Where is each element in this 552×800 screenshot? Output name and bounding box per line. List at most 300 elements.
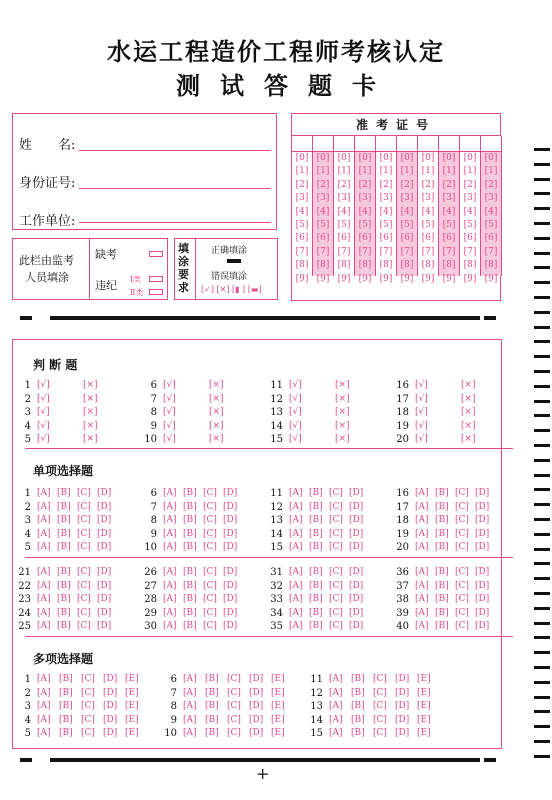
answer-bubble[interactable]: [C]: [373, 687, 387, 698]
answer-bubble[interactable]: [√]: [37, 434, 50, 444]
exam-digit-bubble[interactable]: [6]: [295, 233, 309, 244]
exam-digit-bubble[interactable]: [3]: [400, 193, 414, 204]
exam-digit-bubble[interactable]: [7]: [400, 246, 414, 257]
answer-bubble[interactable]: [√]: [37, 407, 50, 417]
answer-bubble[interactable]: [E]: [271, 687, 285, 698]
answer-bubble[interactable]: [B]: [309, 594, 323, 604]
exam-digit-bubble[interactable]: [1]: [379, 166, 393, 177]
answer-bubble[interactable]: [A]: [37, 714, 51, 725]
exam-digit-bubble[interactable]: [3]: [463, 193, 477, 204]
exam-digit-bubble[interactable]: [3]: [484, 193, 498, 204]
answer-bubble[interactable]: [B]: [351, 674, 365, 684]
exam-digit-bubble[interactable]: [3]: [337, 193, 351, 204]
exam-digit-bubble[interactable]: [6]: [400, 233, 414, 244]
answer-bubble[interactable]: [D]: [349, 621, 364, 631]
answer-bubble[interactable]: [A]: [289, 501, 303, 512]
answer-bubble[interactable]: [A]: [163, 501, 177, 512]
exam-digit-bubble[interactable]: [4]: [295, 206, 309, 217]
answer-bubble[interactable]: [√]: [163, 434, 176, 444]
exam-digit-bubble[interactable]: [2]: [400, 179, 414, 190]
answer-bubble[interactable]: [A]: [163, 580, 177, 591]
exam-digit-bubble[interactable]: [9]: [316, 273, 330, 284]
answer-bubble[interactable]: [B]: [435, 621, 449, 631]
exam-digit-bubble[interactable]: [8]: [295, 260, 309, 271]
answer-bubble[interactable]: [E]: [125, 728, 139, 738]
exam-digit-bubble[interactable]: [5]: [484, 219, 498, 230]
answer-bubble[interactable]: [B]: [351, 728, 365, 738]
answer-bubble[interactable]: [D]: [223, 621, 238, 631]
exam-digit-write-box[interactable]: [397, 136, 417, 152]
exam-digit-bubble[interactable]: [9]: [484, 273, 498, 284]
answer-bubble[interactable]: [×]: [209, 434, 224, 444]
answer-bubble[interactable]: [√]: [37, 380, 50, 390]
answer-bubble[interactable]: [C]: [203, 567, 217, 577]
exam-digit-bubble[interactable]: [4]: [379, 206, 393, 217]
answer-bubble[interactable]: [A]: [329, 714, 343, 725]
exam-digit-bubble[interactable]: [4]: [442, 206, 456, 217]
answer-bubble[interactable]: [C]: [329, 488, 343, 498]
answer-bubble[interactable]: [A]: [37, 515, 51, 525]
exam-digit-write-box[interactable]: [334, 136, 354, 152]
answer-bubble[interactable]: [B]: [205, 701, 219, 711]
answer-bubble[interactable]: [D]: [349, 567, 364, 577]
answer-bubble[interactable]: [A]: [415, 528, 429, 539]
answer-bubble[interactable]: [B]: [309, 515, 323, 525]
answer-bubble[interactable]: [D]: [97, 542, 112, 552]
exam-digit-write-box[interactable]: [460, 136, 480, 152]
answer-bubble[interactable]: [D]: [97, 621, 112, 631]
answer-bubble[interactable]: [×]: [209, 407, 224, 417]
answer-bubble[interactable]: [B]: [351, 687, 365, 698]
answer-bubble[interactable]: [C]: [329, 621, 343, 631]
answer-bubble[interactable]: [D]: [249, 714, 264, 725]
answer-bubble[interactable]: [×]: [209, 420, 224, 431]
answer-bubble[interactable]: [B]: [59, 674, 73, 684]
exam-digit-bubble[interactable]: [2]: [463, 179, 477, 190]
answer-bubble[interactable]: [×]: [335, 407, 350, 417]
answer-bubble[interactable]: [B]: [205, 674, 219, 684]
answer-bubble[interactable]: [A]: [415, 542, 429, 552]
exam-digit-bubble[interactable]: [2]: [295, 179, 309, 190]
exam-digit-bubble[interactable]: [7]: [295, 246, 309, 257]
exam-digit-bubble[interactable]: [0]: [400, 153, 414, 163]
exam-digit-bubble[interactable]: [8]: [316, 260, 330, 271]
answer-bubble[interactable]: [A]: [183, 687, 197, 698]
answer-bubble[interactable]: [A]: [163, 621, 177, 631]
exam-digit-bubble[interactable]: [5]: [295, 219, 309, 230]
answer-bubble[interactable]: [B]: [205, 714, 219, 725]
exam-digit-bubble[interactable]: [3]: [295, 193, 309, 204]
answer-bubble[interactable]: [B]: [435, 515, 449, 525]
exam-digit-bubble[interactable]: [6]: [379, 233, 393, 244]
exam-digit-bubble[interactable]: [4]: [463, 206, 477, 217]
answer-bubble[interactable]: [B]: [183, 488, 197, 498]
answer-bubble[interactable]: [B]: [183, 501, 197, 512]
answer-bubble[interactable]: [√]: [289, 420, 302, 431]
answer-bubble[interactable]: [D]: [103, 674, 118, 684]
answer-bubble[interactable]: [×]: [83, 434, 98, 444]
answer-bubble[interactable]: [B]: [57, 542, 71, 552]
exam-digit-bubble[interactable]: [2]: [358, 179, 372, 190]
exam-digit-write-box[interactable]: [355, 136, 375, 152]
answer-bubble[interactable]: [D]: [395, 701, 410, 711]
answer-bubble[interactable]: [B]: [435, 580, 449, 591]
answer-bubble[interactable]: [×]: [83, 420, 98, 431]
answer-bubble[interactable]: [C]: [227, 714, 241, 725]
exam-digit-bubble[interactable]: [5]: [358, 219, 372, 230]
answer-bubble[interactable]: [D]: [475, 501, 490, 512]
answer-bubble[interactable]: [B]: [59, 687, 73, 698]
answer-bubble[interactable]: [A]: [163, 594, 177, 604]
answer-bubble[interactable]: [A]: [163, 567, 177, 577]
answer-bubble[interactable]: [√]: [415, 380, 428, 390]
answer-bubble[interactable]: [A]: [329, 674, 343, 684]
exam-digit-bubble[interactable]: [1]: [316, 166, 330, 177]
answer-bubble[interactable]: [C]: [81, 728, 95, 738]
answer-bubble[interactable]: [×]: [461, 407, 476, 417]
exam-digit-write-box[interactable]: [313, 136, 333, 152]
answer-bubble[interactable]: [A]: [37, 674, 51, 684]
answer-bubble[interactable]: [D]: [103, 687, 118, 698]
answer-bubble[interactable]: [D]: [475, 515, 490, 525]
answer-bubble[interactable]: [D]: [97, 501, 112, 512]
exam-digit-bubble[interactable]: [1]: [358, 166, 372, 177]
answer-bubble[interactable]: [A]: [183, 714, 197, 725]
answer-bubble[interactable]: [D]: [475, 607, 490, 618]
exam-digit-bubble[interactable]: [6]: [316, 233, 330, 244]
exam-digit-bubble[interactable]: [4]: [358, 206, 372, 217]
answer-bubble[interactable]: [D]: [475, 621, 490, 631]
answer-bubble[interactable]: [A]: [289, 607, 303, 618]
answer-bubble[interactable]: [D]: [223, 501, 238, 512]
exam-digit-bubble[interactable]: [5]: [379, 219, 393, 230]
answer-bubble[interactable]: [A]: [183, 728, 197, 738]
exam-digit-bubble[interactable]: [8]: [337, 260, 351, 271]
answer-bubble[interactable]: [B]: [309, 528, 323, 539]
answer-bubble[interactable]: [C]: [329, 594, 343, 604]
answer-bubble[interactable]: [C]: [373, 728, 387, 738]
exam-digit-bubble[interactable]: [0]: [337, 153, 351, 163]
answer-bubble[interactable]: [A]: [289, 515, 303, 525]
answer-bubble[interactable]: [C]: [373, 674, 387, 684]
answer-bubble[interactable]: [C]: [77, 594, 91, 604]
answer-bubble[interactable]: [C]: [329, 501, 343, 512]
answer-bubble[interactable]: [C]: [455, 515, 469, 525]
answer-bubble[interactable]: [A]: [329, 701, 343, 711]
exam-digit-bubble[interactable]: [3]: [316, 193, 330, 204]
answer-bubble[interactable]: [C]: [227, 728, 241, 738]
answer-bubble[interactable]: [D]: [475, 580, 490, 591]
answer-bubble[interactable]: [C]: [77, 515, 91, 525]
answer-bubble[interactable]: [×]: [83, 407, 98, 417]
answer-bubble[interactable]: [B]: [57, 594, 71, 604]
answer-bubble[interactable]: [C]: [203, 621, 217, 631]
answer-bubble[interactable]: [B]: [351, 714, 365, 725]
answer-bubble[interactable]: [A]: [183, 701, 197, 711]
exam-digit-bubble[interactable]: [8]: [379, 260, 393, 271]
answer-bubble[interactable]: [C]: [227, 701, 241, 711]
answer-bubble[interactable]: [D]: [97, 580, 112, 591]
exam-digit-bubble[interactable]: [6]: [442, 233, 456, 244]
exam-digit-write-box[interactable]: [439, 136, 459, 152]
answer-bubble[interactable]: [√]: [415, 420, 428, 431]
answer-bubble[interactable]: [B]: [351, 701, 365, 711]
exam-digit-bubble[interactable]: [7]: [337, 246, 351, 257]
answer-bubble[interactable]: [C]: [77, 621, 91, 631]
exam-digit-bubble[interactable]: [8]: [421, 260, 435, 271]
answer-bubble[interactable]: [D]: [97, 488, 112, 498]
answer-bubble[interactable]: [D]: [103, 728, 118, 738]
answer-bubble[interactable]: [A]: [37, 728, 51, 738]
answer-bubble[interactable]: [A]: [37, 701, 51, 711]
exam-digit-write-box[interactable]: [292, 136, 312, 152]
exam-digit-bubble[interactable]: [7]: [463, 246, 477, 257]
answer-bubble[interactable]: [A]: [289, 621, 303, 631]
exam-digit-bubble[interactable]: [9]: [337, 273, 351, 284]
answer-bubble[interactable]: [D]: [223, 567, 238, 577]
answer-bubble[interactable]: [E]: [125, 687, 139, 698]
exam-digit-bubble[interactable]: [0]: [379, 153, 393, 163]
answer-bubble[interactable]: [C]: [455, 607, 469, 618]
exam-digit-bubble[interactable]: [2]: [442, 179, 456, 190]
answer-bubble[interactable]: [√]: [163, 380, 176, 390]
answer-bubble[interactable]: [√]: [163, 407, 176, 417]
answer-bubble[interactable]: [C]: [455, 542, 469, 552]
exam-digit-bubble[interactable]: [2]: [421, 179, 435, 190]
answer-bubble[interactable]: [C]: [203, 528, 217, 539]
exam-digit-bubble[interactable]: [8]: [463, 260, 477, 271]
answer-bubble[interactable]: [E]: [417, 687, 431, 698]
answer-bubble[interactable]: [D]: [349, 488, 364, 498]
answer-bubble[interactable]: [B]: [435, 567, 449, 577]
exam-digit-bubble[interactable]: [2]: [379, 179, 393, 190]
answer-bubble[interactable]: [D]: [349, 580, 364, 591]
answer-bubble[interactable]: [B]: [59, 728, 73, 738]
exam-digit-bubble[interactable]: [0]: [295, 153, 309, 163]
exam-digit-bubble[interactable]: [6]: [421, 233, 435, 244]
answer-bubble[interactable]: [A]: [329, 728, 343, 738]
answer-bubble[interactable]: [A]: [37, 528, 51, 539]
exam-digit-bubble[interactable]: [4]: [421, 206, 435, 217]
exam-digit-bubble[interactable]: [7]: [421, 246, 435, 257]
exam-digit-bubble[interactable]: [2]: [337, 179, 351, 190]
exam-digit-bubble[interactable]: [6]: [337, 233, 351, 244]
answer-bubble[interactable]: [E]: [271, 728, 285, 738]
answer-bubble[interactable]: [D]: [223, 528, 238, 539]
answer-bubble[interactable]: [C]: [81, 674, 95, 684]
answer-bubble[interactable]: [√]: [289, 380, 302, 390]
answer-bubble[interactable]: [×]: [83, 393, 98, 404]
answer-bubble[interactable]: [A]: [37, 607, 51, 618]
answer-bubble[interactable]: [A]: [289, 567, 303, 577]
exam-digit-bubble[interactable]: [7]: [379, 246, 393, 257]
exam-digit-bubble[interactable]: [3]: [358, 193, 372, 204]
answer-bubble[interactable]: [√]: [37, 393, 50, 404]
answer-bubble[interactable]: [D]: [97, 567, 112, 577]
answer-bubble[interactable]: [B]: [183, 580, 197, 591]
answer-bubble[interactable]: [A]: [37, 594, 51, 604]
answer-bubble[interactable]: [A]: [415, 515, 429, 525]
answer-bubble[interactable]: [E]: [271, 714, 285, 725]
exam-digit-bubble[interactable]: [2]: [316, 179, 330, 190]
answer-bubble[interactable]: [D]: [475, 542, 490, 552]
answer-bubble[interactable]: [A]: [289, 528, 303, 539]
answer-bubble[interactable]: [D]: [249, 701, 264, 711]
answer-bubble[interactable]: [D]: [475, 488, 490, 498]
answer-bubble[interactable]: [×]: [461, 380, 476, 390]
answer-bubble[interactable]: [A]: [289, 594, 303, 604]
class2-checkbox[interactable]: [149, 289, 163, 295]
answer-bubble[interactable]: [C]: [203, 501, 217, 512]
work-field[interactable]: [79, 222, 271, 223]
answer-bubble[interactable]: [D]: [395, 714, 410, 725]
answer-bubble[interactable]: [B]: [59, 714, 73, 725]
answer-bubble[interactable]: [B]: [57, 488, 71, 498]
answer-bubble[interactable]: [A]: [289, 580, 303, 591]
answer-bubble[interactable]: [C]: [329, 580, 343, 591]
answer-bubble[interactable]: [A]: [415, 607, 429, 618]
answer-bubble[interactable]: [√]: [163, 393, 176, 404]
answer-bubble[interactable]: [D]: [349, 594, 364, 604]
id-field[interactable]: [79, 188, 271, 189]
answer-bubble[interactable]: [D]: [249, 674, 264, 684]
answer-bubble[interactable]: [E]: [125, 674, 139, 684]
answer-bubble[interactable]: [×]: [461, 393, 476, 404]
answer-bubble[interactable]: [D]: [349, 542, 364, 552]
answer-bubble[interactable]: [C]: [455, 501, 469, 512]
answer-bubble[interactable]: [√]: [37, 420, 50, 431]
answer-bubble[interactable]: [A]: [163, 542, 177, 552]
exam-digit-bubble[interactable]: [0]: [484, 153, 498, 163]
exam-digit-bubble[interactable]: [7]: [442, 246, 456, 257]
answer-bubble[interactable]: [C]: [455, 594, 469, 604]
answer-bubble[interactable]: [D]: [475, 528, 490, 539]
exam-digit-bubble[interactable]: [8]: [358, 260, 372, 271]
answer-bubble[interactable]: [B]: [309, 607, 323, 618]
answer-bubble[interactable]: [×]: [209, 393, 224, 404]
answer-bubble[interactable]: [C]: [81, 687, 95, 698]
exam-digit-bubble[interactable]: [9]: [463, 273, 477, 284]
answer-bubble[interactable]: [C]: [203, 607, 217, 618]
exam-digit-bubble[interactable]: [5]: [316, 219, 330, 230]
answer-bubble[interactable]: [E]: [271, 701, 285, 711]
answer-bubble[interactable]: [B]: [435, 594, 449, 604]
answer-bubble[interactable]: [B]: [183, 515, 197, 525]
answer-bubble[interactable]: [B]: [57, 567, 71, 577]
answer-bubble[interactable]: [√]: [415, 407, 428, 417]
answer-bubble[interactable]: [A]: [37, 567, 51, 577]
exam-digit-write-box[interactable]: [418, 136, 438, 152]
answer-bubble[interactable]: [A]: [37, 501, 51, 512]
answer-bubble[interactable]: [×]: [83, 380, 98, 390]
exam-digit-bubble[interactable]: [0]: [442, 153, 456, 163]
exam-digit-bubble[interactable]: [3]: [421, 193, 435, 204]
answer-bubble[interactable]: [C]: [77, 567, 91, 577]
answer-bubble[interactable]: [×]: [461, 420, 476, 431]
answer-bubble[interactable]: [D]: [223, 542, 238, 552]
answer-bubble[interactable]: [D]: [223, 580, 238, 591]
answer-bubble[interactable]: [B]: [435, 488, 449, 498]
exam-digit-bubble[interactable]: [1]: [463, 166, 477, 177]
exam-digit-bubble[interactable]: [3]: [379, 193, 393, 204]
answer-bubble[interactable]: [A]: [183, 674, 197, 684]
answer-bubble[interactable]: [D]: [103, 714, 118, 725]
answer-bubble[interactable]: [B]: [435, 607, 449, 618]
answer-bubble[interactable]: [D]: [395, 687, 410, 698]
answer-bubble[interactable]: [×]: [335, 380, 350, 390]
answer-bubble[interactable]: [×]: [335, 393, 350, 404]
answer-bubble[interactable]: [C]: [329, 607, 343, 618]
answer-bubble[interactable]: [B]: [435, 542, 449, 552]
answer-bubble[interactable]: [C]: [203, 488, 217, 498]
exam-digit-bubble[interactable]: [9]: [295, 273, 309, 284]
answer-bubble[interactable]: [D]: [223, 488, 238, 498]
answer-bubble[interactable]: [B]: [435, 528, 449, 539]
answer-bubble[interactable]: [B]: [309, 542, 323, 552]
exam-digit-write-box[interactable]: [376, 136, 396, 152]
answer-bubble[interactable]: [D]: [249, 687, 264, 698]
answer-bubble[interactable]: [A]: [289, 488, 303, 498]
answer-bubble[interactable]: [C]: [455, 621, 469, 631]
answer-bubble[interactable]: [√]: [415, 434, 428, 444]
answer-bubble[interactable]: [A]: [415, 580, 429, 591]
answer-bubble[interactable]: [×]: [461, 434, 476, 444]
exam-digit-bubble[interactable]: [4]: [316, 206, 330, 217]
answer-bubble[interactable]: [A]: [415, 501, 429, 512]
answer-bubble[interactable]: [D]: [249, 728, 264, 738]
exam-digit-bubble[interactable]: [4]: [337, 206, 351, 217]
answer-bubble[interactable]: [E]: [125, 714, 139, 725]
answer-bubble[interactable]: [C]: [373, 714, 387, 725]
answer-bubble[interactable]: [C]: [329, 542, 343, 552]
exam-digit-bubble[interactable]: [6]: [358, 233, 372, 244]
answer-bubble[interactable]: [E]: [417, 701, 431, 711]
answer-bubble[interactable]: [C]: [77, 488, 91, 498]
answer-bubble[interactable]: [B]: [57, 621, 71, 631]
answer-bubble[interactable]: [D]: [97, 515, 112, 525]
answer-bubble[interactable]: [D]: [349, 501, 364, 512]
exam-digit-bubble[interactable]: [5]: [421, 219, 435, 230]
answer-bubble[interactable]: [B]: [309, 580, 323, 591]
exam-digit-bubble[interactable]: [1]: [295, 166, 309, 177]
answer-bubble[interactable]: [A]: [415, 567, 429, 577]
answer-bubble[interactable]: [A]: [415, 594, 429, 604]
answer-bubble[interactable]: [C]: [77, 528, 91, 539]
answer-bubble[interactable]: [A]: [329, 687, 343, 698]
answer-bubble[interactable]: [D]: [97, 607, 112, 618]
answer-bubble[interactable]: [C]: [227, 687, 241, 698]
answer-bubble[interactable]: [B]: [57, 528, 71, 539]
answer-bubble[interactable]: [C]: [77, 607, 91, 618]
answer-bubble[interactable]: [A]: [37, 621, 51, 631]
answer-bubble[interactable]: [B]: [205, 728, 219, 738]
exam-digit-bubble[interactable]: [3]: [442, 193, 456, 204]
answer-bubble[interactable]: [C]: [203, 542, 217, 552]
answer-bubble[interactable]: [C]: [77, 542, 91, 552]
answer-bubble[interactable]: [D]: [475, 567, 490, 577]
answer-bubble[interactable]: [A]: [37, 687, 51, 698]
exam-digit-bubble[interactable]: [9]: [358, 273, 372, 284]
answer-bubble[interactable]: [B]: [309, 621, 323, 631]
answer-bubble[interactable]: [B]: [183, 528, 197, 539]
answer-bubble[interactable]: [D]: [395, 728, 410, 738]
answer-bubble[interactable]: [B]: [57, 607, 71, 618]
answer-bubble[interactable]: [√]: [163, 420, 176, 431]
answer-bubble[interactable]: [C]: [455, 567, 469, 577]
exam-digit-bubble[interactable]: [1]: [337, 166, 351, 177]
answer-bubble[interactable]: [D]: [349, 607, 364, 618]
exam-digit-bubble[interactable]: [7]: [358, 246, 372, 257]
